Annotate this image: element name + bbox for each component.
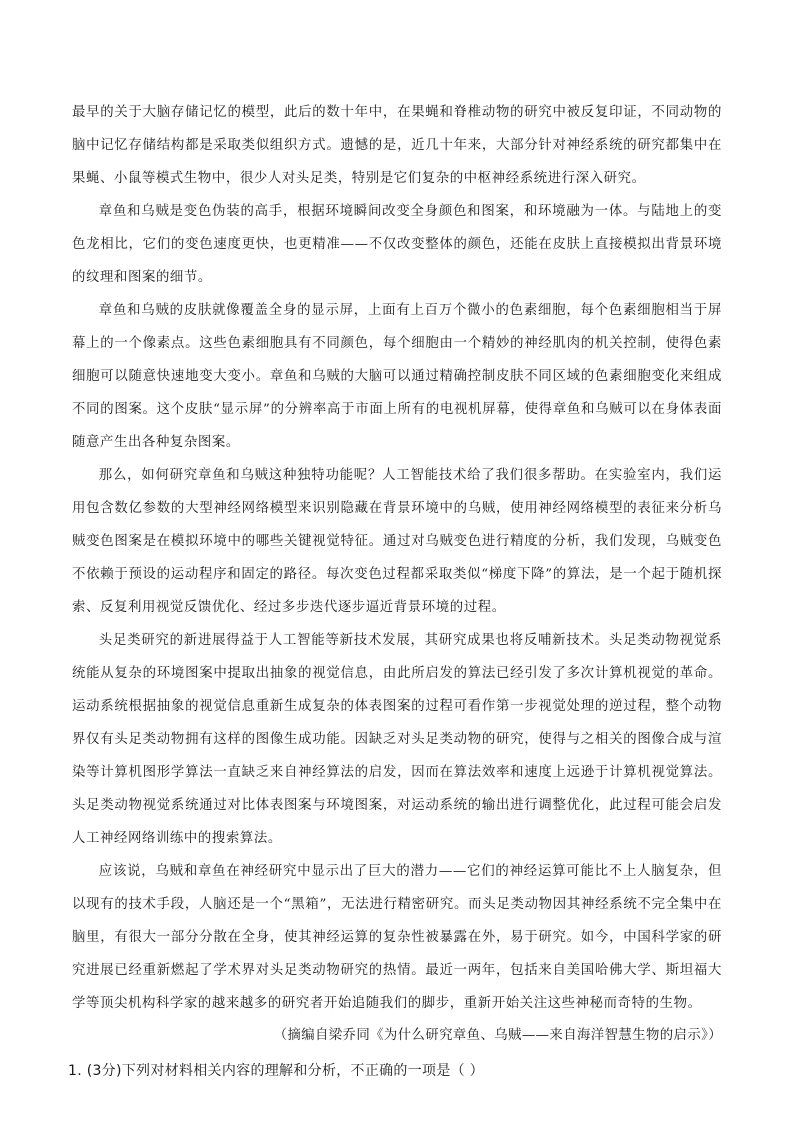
passage-paragraph: 最早的关于大脑存储记忆的模型，此后的数十年中，在果蝇和脊椎动物的研究中被反复印证，不同动物的脑中记忆存储结构都是采取类似组织方式。遗憾的是，近几十年来，大部分针对神经系统的研究都集中在果蝇、小鼠等模式生物中，很少人对头足类，特别是它们复杂的中枢神经系统进行深入研究。	[72, 105, 722, 186]
passage	[72, 96, 722, 1048]
passage-paragraph: 应该说，乌贼和章鱼在神经研究中显示出了巨大的潜力——它们的神经运算可能比不上人脑复杂，但以现有的技术手段，人脑还是一个“黑箱”，无法进行精密研究。而头足类动物因其神经系统不完全集中在脑里，有很大一部分分散在全身，使其神经运算的复杂性被暴露在外，易于研究。如今，中国科学家的研究进展已经重新燃起了学术界对头足类动物研究的热情。最近一两年，包括来自美国哈佛大学、斯坦福大学等顶尖机构科学家的越来越多的研究者开始追随我们的脚步，重新开始关注这些神秘而奇特的生物。	[72, 864, 722, 1011]
passage-paragraph: 那么，如何研究章鱼和乌贼这种独特功能呢？人工智能技术给了我们很多帮助。在实验室内，我们运用包含数亿参数的大型神经网络模型来识别隐藏在背景环境中的乌贼，使用神经网络模型的表征来分析乌贼变色图案是在模拟环境中的哪些关键视觉特征。通过对乌贼变色进行精度的分析，我们发现，乌贼变色不依赖于预设的运动程序和固定的路径。每次变色过程都采取类似“梯度下降”的算法，是一个起于随机探索、反复利用视觉反馈优化、经过多步迭代逐步逼近背景环境的过程。	[72, 468, 722, 615]
passage-paragraph: 头足类研究的新进展得益于人工智能等新技术发展，其研究成果也将反哺新技术。头足类动物视觉系统能从复杂的环境图案中提取出抽象的视觉信息，由此所启发的算法已经引发了多次计算机视觉的革命。运动系统根据抽象的视觉信息重新生成复杂的体表图案的过程可看作第一步视觉处理的逆过程，整个动物界仅有头足类动物拥有这样的图像生成功能。因缺乏对头足类动物的研究，使得与之相关的图像合成与渲染等计算机图形学算法一直缺乏来自神经算法的启发，因而在算法效率和速度上远逊于计算机视觉算法。头足类动物视觉系统通过对比体表图案与环境图案，对运动系统的输出进行调整优化，此过程可能会启发人工神经网络训练中的搜索算法。	[72, 633, 722, 846]
passage-paragraph: 章鱼和乌贼是变色伪装的高手，根据环境瞬间改变全身颜色和图案，和环境融为一体。与陆地上的变色龙相比，它们的变色速度更快，也更精准——不仅改变整体的颜色，还能在皮肤上直接模拟出背景环境的纹理和图案的细节。	[72, 204, 722, 285]
passage-source: （摘编自梁乔同《为什么研究章鱼、乌贼——来自海洋智慧生物的启示》）	[273, 1028, 722, 1043]
document-page	[68, 96, 722, 1082]
question-1: 1. (3分)下列对材料相关内容的理解和分析，不正确的一项是（ ）	[68, 1063, 484, 1079]
passage-paragraph: 章鱼和乌贼的皮肤就像覆盖全身的显示屏，上面有上百万个微小的色素细胞，每个色素细胞相当于屏幕上的一个像素点。这些色素细胞具有不同颜色，每个细胞由一个精妙的神经肌肉的机关控制，使得色素细胞可以随意快速地变大变小。章鱼和乌贼的大脑可以通过精确控制皮肤不同区域的色素细胞变化来组成不同的图案。这个皮肤“显示屏”的分辨率高于市面上所有的电视机屏幕，使得章鱼和乌贼可以在身体表面随意产生出各种复杂图案。	[72, 303, 722, 450]
